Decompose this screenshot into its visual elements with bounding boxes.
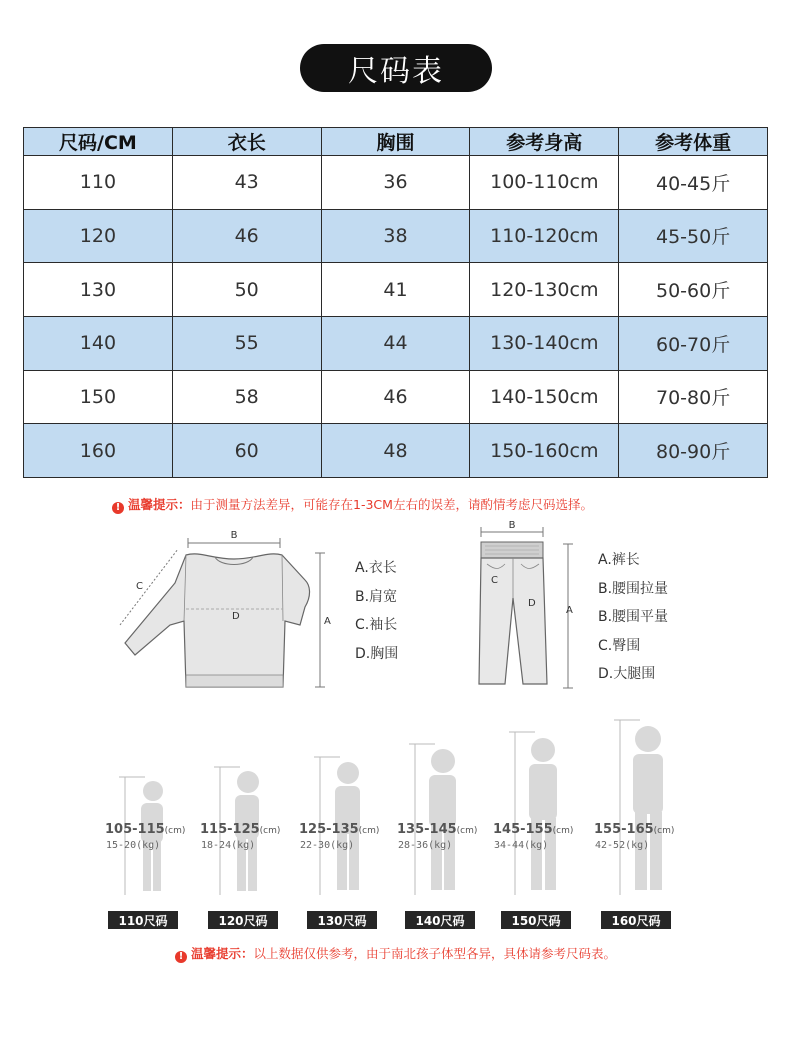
kid-height-120: 115-125(cm) <box>200 822 281 837</box>
pants-diagram <box>465 518 585 693</box>
cell-chest: 44 <box>321 316 470 370</box>
cell-weight: 70-80斤 <box>619 370 768 424</box>
legend-item: D.胸围 <box>355 645 399 662</box>
pants-label-a: A <box>566 605 573 616</box>
cell-length: 43 <box>172 156 321 210</box>
table-row <box>24 316 768 370</box>
table-header-row <box>24 128 768 156</box>
legend-item: A.衣长 <box>355 560 397 576</box>
pants-label-d: D <box>528 598 536 609</box>
col-header-weight: 参考体重 <box>619 128 768 156</box>
size-badge-110: 110尺码 <box>108 911 178 929</box>
legend-item: B.腰围拉量 <box>598 580 669 597</box>
kid-weight-120: 18-24(kg) <box>201 840 256 851</box>
tip-lead: 温馨提示： <box>128 497 191 512</box>
kid-weight-110: 15-20(kg) <box>106 840 161 851</box>
legend-item: A.裤长 <box>598 552 640 568</box>
cell-chest: 48 <box>321 424 470 478</box>
cell-chest: 36 <box>321 156 470 210</box>
cell-size: 120 <box>24 209 173 263</box>
kid-weight-140: 28-36(kg) <box>398 840 453 851</box>
col-header-length: 衣长 <box>172 128 321 156</box>
legend-item: D.大腿围 <box>598 666 656 682</box>
cell-length: 60 <box>172 424 321 478</box>
legend-item: C.臀围 <box>598 637 641 654</box>
cell-size: 150 <box>24 370 173 424</box>
child-silhouette-110 <box>115 775 175 900</box>
kid-weight-150: 34-44(kg) <box>494 840 549 851</box>
table-row <box>24 263 768 317</box>
pants-label-c: C <box>491 575 498 586</box>
tip-reference <box>175 944 616 963</box>
cell-weight: 50-60斤 <box>619 263 768 317</box>
shirt-label-d: D <box>232 611 240 622</box>
cell-size: 130 <box>24 263 173 317</box>
cell-height: 140-150cm <box>470 370 619 424</box>
size-badge-150: 150尺码 <box>501 911 571 929</box>
kid-weight-130: 22-30(kg) <box>300 840 355 851</box>
cell-height: 100-110cm <box>470 156 619 210</box>
cell-length: 55 <box>172 316 321 370</box>
kid-height-140: 135-145(cm) <box>397 822 478 837</box>
size-badge-130: 130尺码 <box>307 911 377 929</box>
cell-height: 110-120cm <box>470 209 619 263</box>
size-badge-160: 160尺码 <box>601 911 671 929</box>
shirt-label-c: C <box>136 581 143 592</box>
warning-icon: ! <box>175 951 187 963</box>
shirt-diagram <box>100 525 340 695</box>
child-silhouette-140 <box>405 742 465 900</box>
cell-height: 130-140cm <box>470 316 619 370</box>
col-header-size: 尺码/CM <box>24 128 173 156</box>
cell-height: 120-130cm <box>470 263 619 317</box>
cell-length: 58 <box>172 370 321 424</box>
cell-weight: 60-70斤 <box>619 316 768 370</box>
table-row <box>24 424 768 478</box>
child-silhouette-150 <box>505 730 565 900</box>
kid-height-130: 125-135(cm) <box>299 822 380 837</box>
kid-height-160: 155-165(cm) <box>594 822 675 837</box>
legend-item: B.肩宽 <box>355 588 398 605</box>
tip-text: 以上数据仅供参考，由于南北孩子体型各异，具体请参考尺码表。 <box>253 946 617 961</box>
size-badge-120: 120尺码 <box>208 911 278 929</box>
size-table <box>23 127 768 478</box>
size-badge-140: 140尺码 <box>405 911 475 929</box>
cell-weight: 40-45斤 <box>619 156 768 210</box>
shirt-label-a: A <box>324 616 331 627</box>
cell-weight: 45-50斤 <box>619 209 768 263</box>
kid-height-110: 105-115(cm) <box>105 822 186 837</box>
page-title: 尺码表 <box>300 44 492 92</box>
cell-chest: 41 <box>321 263 470 317</box>
shirt-label-b: B <box>230 530 238 541</box>
tip-measurement <box>112 495 593 514</box>
child-silhouette-160 <box>610 718 670 900</box>
table-row <box>24 209 768 263</box>
table-row <box>24 370 768 424</box>
tip-text: 由于测量方法差异，可能存在1-3CM左右的误差，请酌情考虑尺码选择。 <box>190 497 593 512</box>
kid-height-150: 145-155(cm) <box>493 822 574 837</box>
pants-legend <box>598 546 668 689</box>
warning-icon: ! <box>112 502 124 514</box>
col-header-height: 参考身高 <box>470 128 619 156</box>
cell-chest: 38 <box>321 209 470 263</box>
cell-weight: 80-90斤 <box>619 424 768 478</box>
cell-height: 150-160cm <box>470 424 619 478</box>
col-header-chest: 胸围 <box>321 128 470 156</box>
cell-size: 140 <box>24 316 173 370</box>
cell-size: 110 <box>24 156 173 210</box>
kid-weight-160: 42-52(kg) <box>595 840 650 851</box>
table-row <box>24 156 768 210</box>
pants-label-b: B <box>508 520 516 531</box>
legend-item: C.袖长 <box>355 617 398 633</box>
tip-lead: 温馨提示： <box>191 946 254 961</box>
legend-item: B.腰围平量 <box>598 609 669 625</box>
cell-length: 46 <box>172 209 321 263</box>
cell-length: 50 <box>172 263 321 317</box>
cell-size: 160 <box>24 424 173 478</box>
shirt-legend <box>355 554 398 668</box>
cell-chest: 46 <box>321 370 470 424</box>
